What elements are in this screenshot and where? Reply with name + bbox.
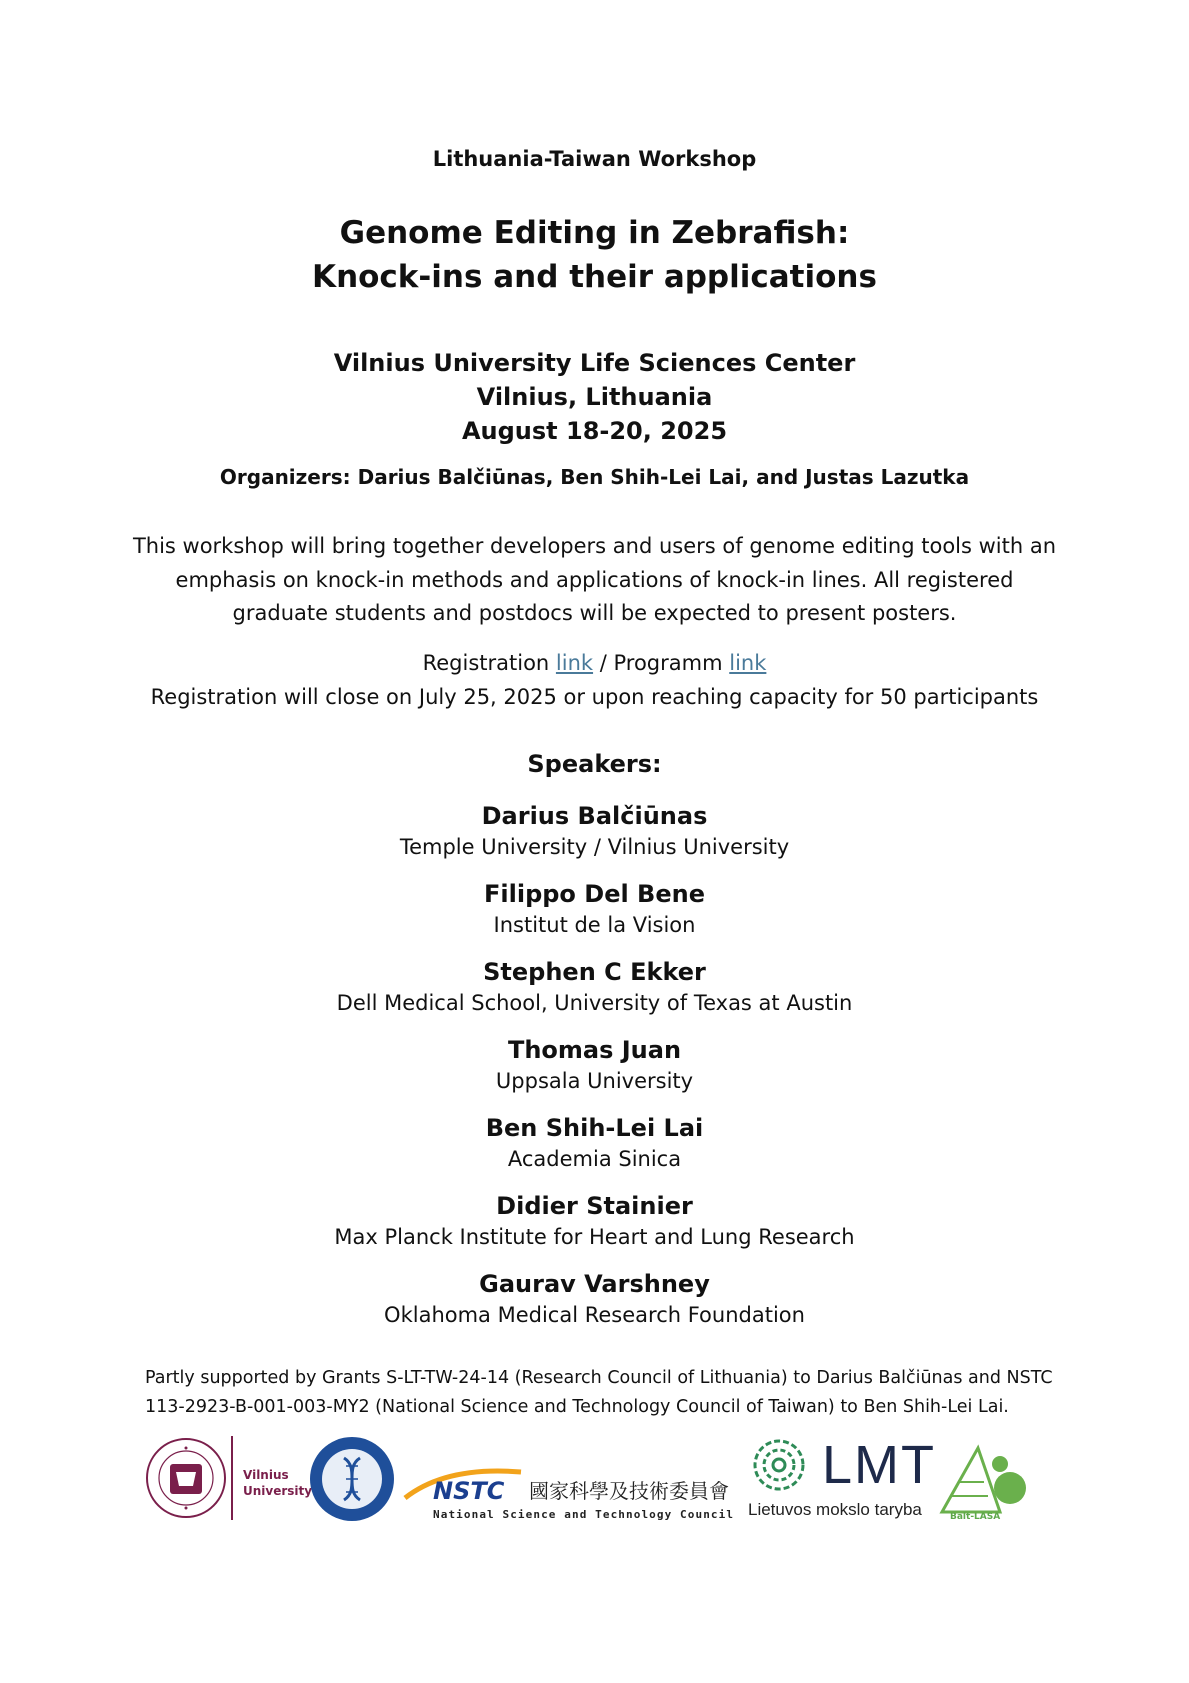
- vilnius-logo-divider: [231, 1436, 233, 1520]
- balt-lasa-wordmark: Balt-LASA: [950, 1512, 1001, 1522]
- event-dates: August 18-20, 2025: [461, 417, 728, 445]
- workshop-eyebrow: Lithuania-Taiwan Workshop: [432, 147, 757, 171]
- funding-line-2: 113-2923-B-001-003-MY2 (National Science and Technology Council of Taiwan) to Ben Shih-Lei Lai.: [145, 1397, 1009, 1417]
- registration-links: [0, 646, 1189, 680]
- speakers-heading: Speakers:: [527, 750, 662, 778]
- lmt-emblem-icon: [752, 1438, 806, 1492]
- speaker-affiliation: Dell Medical School, University of Texas at Austin: [336, 991, 853, 1015]
- speaker-list: [0, 800, 1189, 1346]
- speaker-item: [0, 878, 1189, 956]
- speaker-item: [0, 956, 1189, 1034]
- speaker-name: Didier Stainier: [496, 1192, 693, 1220]
- speaker-name: Stephen C Ekker: [483, 958, 706, 986]
- workshop-description: [120, 530, 1069, 631]
- vilnius-wordmark-line-2: University: [243, 1484, 313, 1498]
- balt-lasa-logo: [938, 1440, 1030, 1522]
- speaker-name: Ben Shih-Lei Lai: [485, 1114, 704, 1142]
- speaker-name: Gaurav Varshney: [479, 1270, 710, 1298]
- nstc-abbr: NSTC: [433, 1477, 505, 1505]
- vilnius-wordmark-line-1: Vilnius: [243, 1468, 289, 1482]
- vilnius-university-seal-logo: [145, 1436, 227, 1520]
- registration-deadline: Registration will close on July 25, 2025 or upon reaching capacity for 50 participants: [150, 685, 1039, 709]
- page-title: [0, 211, 1189, 299]
- registration-link[interactable]: link: [555, 651, 594, 675]
- speaker-affiliation: Academia Sinica: [507, 1147, 682, 1171]
- speaker-name: Filippo Del Bene: [484, 880, 705, 908]
- vilnius-university-wordmark: [243, 1467, 312, 1499]
- title-line-1: Genome Editing in Zebrafish:: [339, 215, 850, 251]
- speaker-affiliation: Temple University / Vilnius University: [399, 835, 790, 859]
- speaker-item: [0, 1268, 1189, 1346]
- lmt-abbr: LMT: [822, 1435, 936, 1495]
- speaker-item: [0, 1034, 1189, 1112]
- title-line-2: Knock-ins and their applications: [312, 259, 877, 295]
- description-line-1: This workshop will bring together developers and users of genome editing tools with an: [132, 534, 1057, 558]
- speaker-item: [0, 1190, 1189, 1268]
- speaker-affiliation: Max Planck Institute for Heart and Lung Research: [334, 1225, 855, 1249]
- lmt-full-name: Lietuvos mokslo taryba: [748, 1500, 922, 1519]
- venue-name: Vilnius University Life Sciences Center: [333, 349, 856, 377]
- speaker-name: Thomas Juan: [507, 1036, 682, 1064]
- academia-sinica-seal-logo: [308, 1436, 396, 1522]
- funding-line-1: Partly supported by Grants S-LT-TW-24-14 (Research Council of Lithuania) to Darius Balčiūnas and NSTC: [145, 1368, 1053, 1388]
- funding-acknowledgement: [145, 1364, 1065, 1422]
- speaker-item: [0, 800, 1189, 878]
- speaker-affiliation: Uppsala University: [495, 1069, 694, 1093]
- registration-block: [0, 646, 1189, 714]
- speaker-affiliation: Institut de la Vision: [493, 913, 696, 937]
- venue-city: Vilnius, Lithuania: [476, 383, 713, 411]
- description-line-3: graduate students and postdocs will be expected to present posters.: [232, 601, 957, 625]
- nstc-english-name: National Science and Technology Council: [433, 1508, 733, 1521]
- programm-link[interactable]: link: [729, 651, 767, 675]
- venue-block: [0, 346, 1189, 448]
- speaker-name: Darius Balčiūnas: [481, 802, 708, 830]
- registration-prefix: Registration: [422, 651, 556, 675]
- programm-prefix: / Programm: [593, 651, 730, 675]
- speaker-item: [0, 1112, 1189, 1190]
- nstc-chinese-name: 國家科學及技術委員會: [529, 1479, 729, 1503]
- nstc-logo: [403, 1462, 743, 1524]
- description-line-2: emphasis on knock-in methods and applications of knock-in lines. All registered: [175, 567, 1014, 592]
- organizers: Organizers: Darius Balčiūnas, Ben Shih-Lei Lai, and Justas Lazutka: [219, 465, 970, 489]
- speaker-affiliation: Oklahoma Medical Research Foundation: [384, 1303, 805, 1327]
